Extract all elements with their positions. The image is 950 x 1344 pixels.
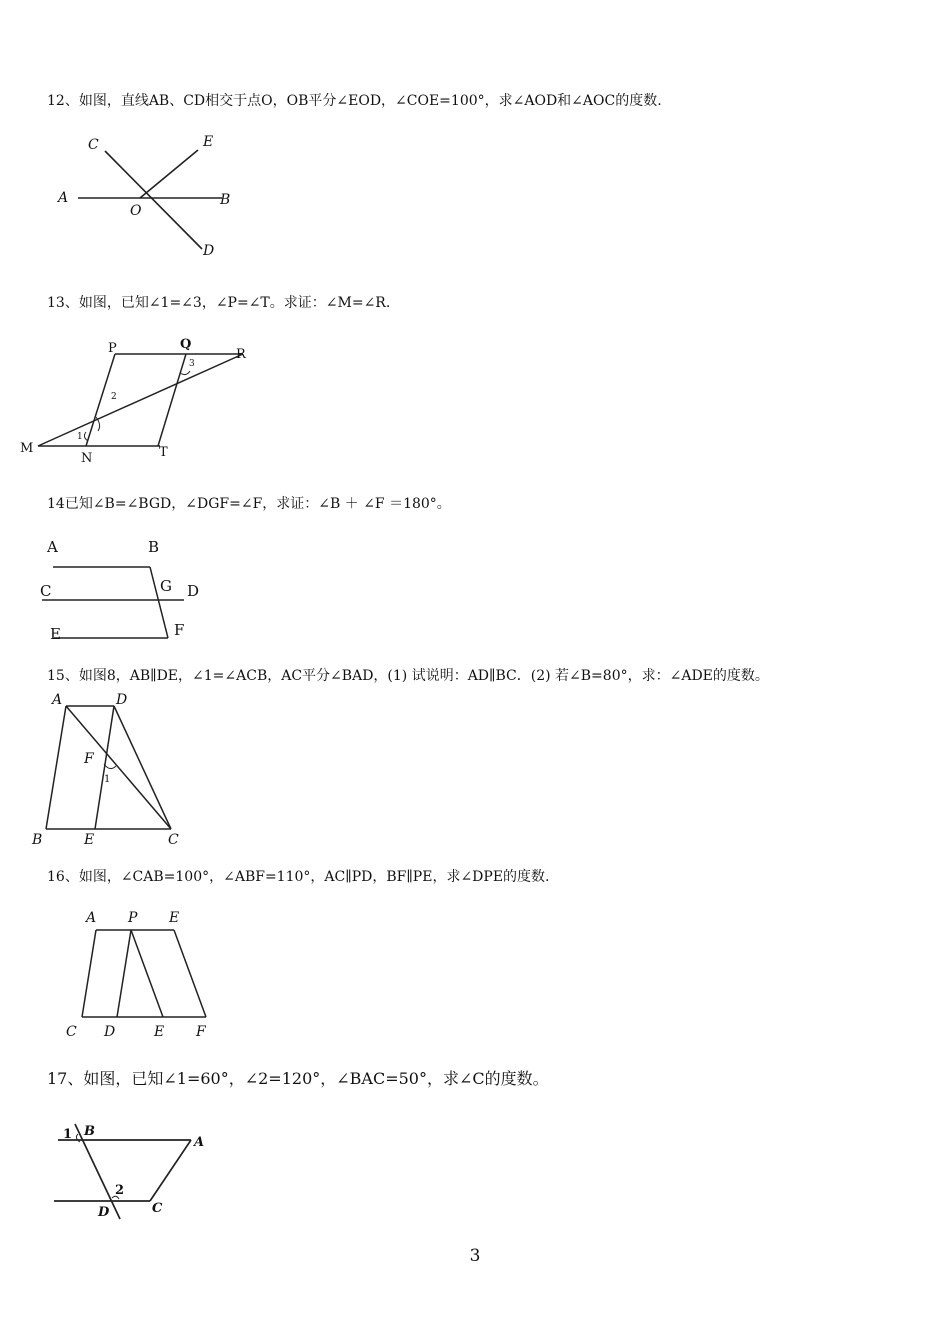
question-17-text: 17、如图，已知∠1=60°，∠2=120°，∠BAC=50°，求∠C的度数。	[47, 1069, 549, 1088]
label-d: D	[203, 243, 215, 259]
figure-15	[28, 688, 193, 850]
label-a: A	[52, 692, 63, 708]
figure-14	[36, 533, 216, 648]
label-angle-3: 3	[189, 359, 195, 369]
label-angle-1: 1	[77, 432, 83, 442]
label-e-bottom: E	[154, 1024, 165, 1040]
label-angle-1: 1	[63, 1127, 73, 1142]
line-cd	[105, 151, 202, 249]
question-15-text: 15、如图8，AB∥DE，∠1=∠ACB，AC平分∠BAD，(1) 试说明：AD∥BC．(2) 若∠B=80°，求：∠ADE的度数。	[47, 668, 769, 684]
line-dc	[114, 706, 171, 829]
ray-oe	[140, 150, 198, 198]
figure-17	[48, 1118, 218, 1223]
question-16-text: 16、如图，∠CAB=100°，∠ABF=110°，AC∥PD，BF∥PE，求∠DPE的度数.	[47, 869, 550, 885]
figure-16-diagram	[60, 903, 220, 1043]
line-bf	[174, 930, 206, 1017]
label-p: P	[128, 910, 138, 926]
label-a: A	[194, 1135, 205, 1150]
question-14-text: 14已知∠B=∠BGD，∠DGF=∠F，求证：∠B ＋ ∠F ＝180°。	[47, 496, 451, 512]
label-angle-1: 1	[104, 774, 111, 785]
figure-12	[50, 125, 250, 265]
line-qt	[158, 354, 186, 446]
page-number: 3	[469, 1246, 481, 1266]
line-mr	[38, 354, 243, 446]
label-f: F	[196, 1024, 206, 1040]
label-f: F	[174, 621, 185, 639]
label-d: D	[116, 692, 128, 708]
label-c: C	[88, 137, 99, 153]
figure-17-diagram	[48, 1118, 218, 1223]
line-ab	[46, 706, 66, 829]
label-r: R	[236, 347, 246, 362]
line-pd	[117, 930, 131, 1017]
label-c: C	[152, 1201, 163, 1216]
label-e: E	[50, 625, 61, 643]
label-e-top: E	[169, 910, 180, 926]
label-e: E	[84, 832, 95, 848]
angle-1-arc	[104, 764, 116, 769]
label-t: T	[159, 445, 168, 460]
figure-13	[18, 335, 258, 465]
label-b: B	[84, 1124, 95, 1139]
label-e: E	[203, 134, 214, 150]
figure-16	[60, 903, 220, 1043]
label-p: P	[108, 341, 117, 356]
line-pe	[131, 930, 163, 1017]
label-angle-2: 2	[115, 1183, 125, 1198]
figure-14-diagram	[36, 533, 216, 648]
label-c: C	[40, 582, 52, 600]
figure-15-diagram	[28, 688, 193, 850]
label-g: G	[160, 577, 172, 595]
angle-3-arc	[180, 371, 190, 375]
label-n: N	[81, 451, 93, 465]
label-d: D	[98, 1205, 110, 1220]
label-b: B	[220, 192, 231, 208]
label-f: F	[84, 751, 94, 767]
label-a: A	[86, 910, 97, 926]
line-de	[95, 706, 114, 829]
label-q: Q	[180, 337, 192, 352]
label-b: B	[148, 538, 160, 556]
question-12-text: 12、如图，直线AB、CD相交于点O，OB平分∠EOD，∠COE=100°，求∠AOD和∠AOC的度数.	[47, 93, 662, 109]
question-13-text: 13、如图，已知∠1=∠3，∠P=∠T。求证：∠M=∠R.	[47, 295, 391, 311]
label-a: A	[47, 538, 58, 556]
line-ac	[150, 1140, 191, 1201]
label-o: O	[130, 203, 142, 219]
label-a: A	[58, 190, 69, 206]
label-m: M	[20, 441, 34, 456]
label-d: D	[104, 1024, 116, 1040]
label-b: B	[32, 832, 43, 848]
label-angle-2: 2	[111, 392, 117, 402]
label-c: C	[168, 832, 179, 848]
figure-13-diagram	[18, 335, 258, 465]
line-ac	[66, 706, 171, 829]
line-ac	[82, 930, 96, 1017]
label-c: C	[66, 1024, 77, 1040]
figure-12-diagram	[50, 125, 250, 265]
label-d: D	[187, 582, 200, 600]
